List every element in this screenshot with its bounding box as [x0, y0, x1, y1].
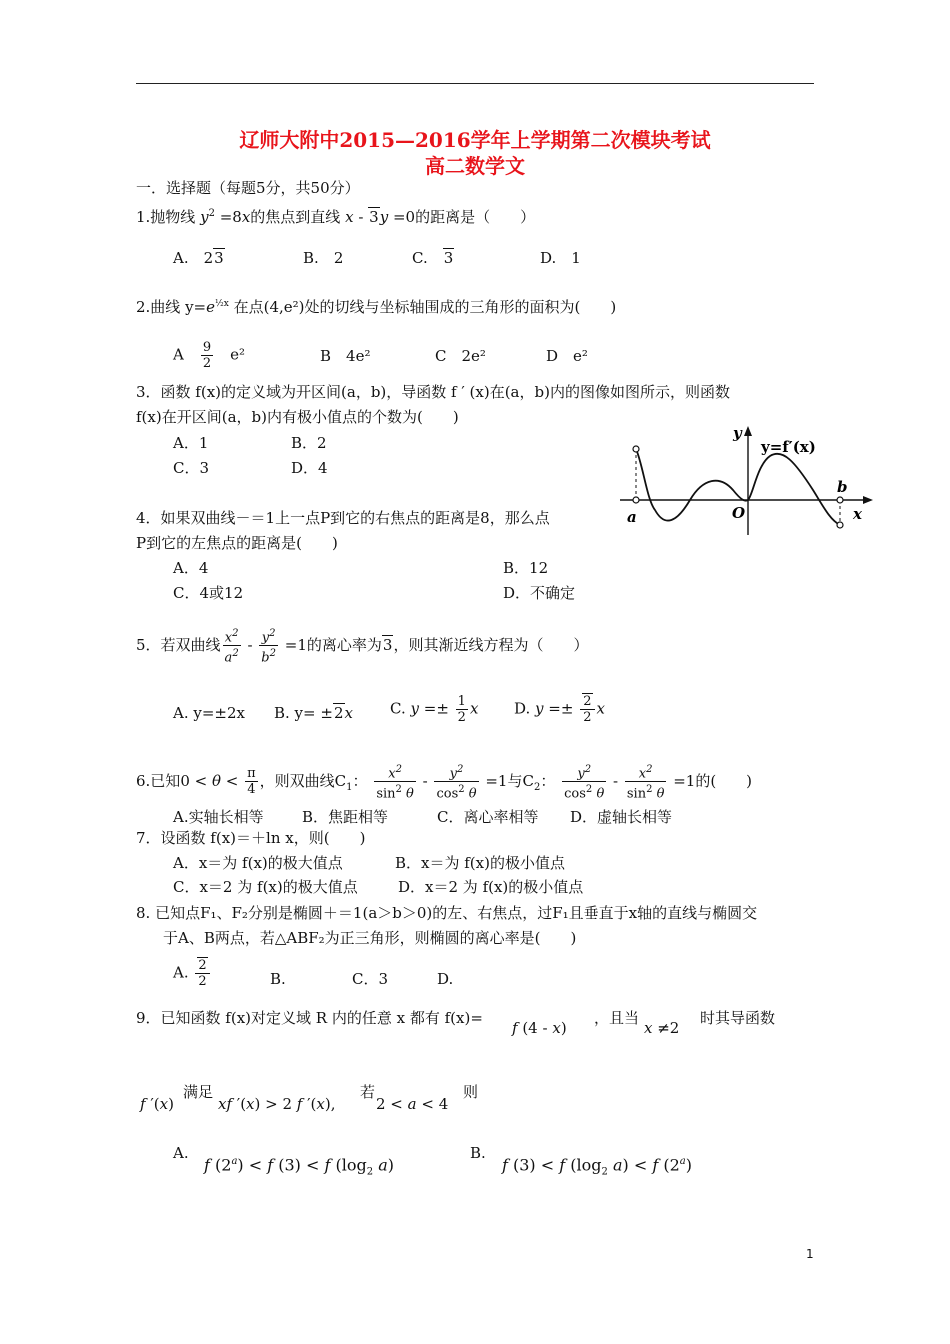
question-6: 6.已知0 < θ < $\frac{\pi}{4}$ ，则双曲线$C_1$： $\frac{x^2}{\sin^2 \theta}$ - $\frac{y^2}{\cos^2 \theta}$ =1与$C_2$： $\frac{y^2}{\cos^2 \theta}$ - $\frac{x^2}{\sin^2 \theta}$ =1的( )	[136, 764, 753, 802]
page-number: 1	[806, 1247, 814, 1261]
question-8-line1: 8. 已知点F₁、F₂分别是椭圆＋＝1(a＞b＞0)的左、右焦点，过F₁且垂直于x轴的直线与椭圆交	[136, 904, 758, 922]
q9-expr-xne2: x ≠2	[644, 1019, 680, 1037]
origin-label: O	[732, 504, 746, 522]
q3-option-d[interactable]: D．4	[291, 459, 328, 477]
y-axis-label: y	[733, 424, 742, 442]
q9-expr-f4mx: f (4 - x)	[512, 1019, 567, 1037]
q2-option-d[interactable]: D e²	[546, 347, 588, 365]
question-4-line1: 4．如果双曲线－＝1上一点P到它的右焦点的距离是8，那么点	[136, 509, 550, 527]
question-3-line2: f(x)在开区间(a，b)内有极小值点的个数为( )	[136, 408, 459, 426]
q7-option-d[interactable]: D．x＝2 为 f(x)的极小值点	[398, 878, 584, 896]
q9-option-a[interactable]: f $(2^a) < f$ (3) < f ($\log_2$ a)	[204, 1155, 394, 1178]
q9-text-derivative: 时其导函数	[700, 1009, 776, 1027]
point-b-label: b	[837, 478, 848, 496]
q2-option-a[interactable]: A $\frac{9}{2}$ e²	[173, 340, 246, 371]
q9-option-b[interactable]: f (3) < f ($\log_2$ a) < f (2$^a$)	[502, 1155, 692, 1178]
q1-option-c[interactable]: C. 3	[412, 249, 454, 267]
q8-option-b[interactable]: B.	[270, 970, 286, 988]
q8-option-a[interactable]: A. $\frac{2}{2}$	[173, 958, 212, 989]
question-7: 7．设函数 f(x)＝＋ln x，则( )	[136, 829, 366, 847]
point-a-label: a	[627, 508, 637, 526]
exam-title: 辽师大附中2015—2016学年上学期第二次模块考试	[239, 128, 711, 152]
question-2: 2.曲线 $y=e^{\frac{1}{2}x}$ 在点(4,e²)处的切线与坐标轴围成的三角形的面积为( )	[136, 298, 617, 316]
q9-expr-inequality: xf ′(x) > 2 f ′(x),	[218, 1095, 336, 1113]
q9-text-then: 则	[463, 1083, 479, 1101]
q3-option-c[interactable]: C．3	[173, 459, 210, 477]
q5-option-d[interactable]: D. y =± $\frac{2}{2}$ x	[514, 694, 605, 725]
q9-text-satisfies: 满足	[183, 1083, 214, 1101]
q1-option-d[interactable]: D. 1	[540, 249, 581, 267]
q4-option-b[interactable]: B．12	[503, 559, 549, 577]
function-label: y=f′(x)	[761, 438, 816, 456]
x-axis-label: x	[853, 505, 862, 523]
q5-option-a[interactable]: A. y=±2x	[173, 704, 245, 722]
y-axis-arrow	[744, 426, 752, 436]
q8-option-d[interactable]: D.	[437, 970, 454, 988]
q1-option-a[interactable]: A. 23	[173, 249, 224, 267]
q9-text-if: 若	[360, 1083, 376, 1101]
q7-option-b[interactable]: B．x＝为 f(x)的极小值点	[395, 854, 565, 872]
q9-option-b-label[interactable]: B.	[470, 1144, 486, 1162]
open-point-b	[837, 497, 843, 503]
q5-option-c[interactable]: C. y =± $\frac{1}{2}$ x	[390, 694, 479, 725]
q2-option-c[interactable]: C 2e²	[435, 347, 486, 365]
q4-option-c[interactable]: C．4或12	[173, 584, 244, 602]
q6-option-b[interactable]: B．焦距相等	[302, 808, 389, 826]
q9-expr-fprime: f ′(x)	[140, 1095, 174, 1113]
open-point-b-bottom	[837, 522, 843, 528]
q7-option-a[interactable]: A．x＝为 f(x)的极大值点	[173, 854, 343, 872]
x-axis-arrow	[863, 496, 873, 504]
open-point-a	[633, 497, 639, 503]
q2-option-b[interactable]: B 4e²	[320, 347, 371, 365]
q3-option-a[interactable]: A．1	[173, 434, 209, 452]
exam-subtitle: 高二数学文	[425, 154, 525, 178]
q9-text-when: ，且当	[594, 1009, 640, 1027]
open-point-a-top	[633, 446, 639, 452]
question-5: 5．若双曲线 $\frac{x^2}{a^2}$ - $\frac{y^2}{b^2}$ =1的离心率为3，则其渐近线方程为（ ）	[136, 628, 589, 666]
question-1: 1.抛物线 $y^2 =8x$的焦点到直线 x - 3y =0的距离是（ ）	[136, 208, 536, 226]
q9-expr-range: 2 < a < 4	[376, 1095, 449, 1113]
q3-option-b[interactable]: B．2	[291, 434, 327, 452]
derivative-graph	[615, 420, 880, 540]
q4-option-a[interactable]: A．4	[173, 559, 209, 577]
q8-option-c[interactable]: C．3	[352, 970, 389, 988]
top-rule	[136, 83, 814, 84]
question-9-line1: 9．已知函数 f(x)对定义域 R 内的任意 x 都有 f(x)=	[136, 1009, 483, 1027]
q1-option-b[interactable]: B. 2	[303, 249, 344, 267]
question-8-line2: 于A、B两点，若△ABF₂为正三角形，则椭圆的离心率是( )	[163, 929, 577, 947]
question-4-line2: P到它的左焦点的距离是( )	[136, 534, 338, 552]
q6-option-d[interactable]: D．虚轴长相等	[570, 808, 673, 826]
q6-option-a[interactable]: A.实轴长相等	[173, 808, 264, 826]
q7-option-c[interactable]: C．x＝2 为 f(x)的极大值点	[173, 878, 358, 896]
q4-option-d[interactable]: D．不确定	[503, 584, 576, 602]
section-heading: 一．选择题（每题5分，共50分）	[136, 179, 360, 197]
q6-option-c[interactable]: C．离心率相等	[437, 808, 539, 826]
q5-option-b[interactable]: B. y= ±2x	[274, 704, 353, 722]
question-3-line1: 3．函数 f(x)的定义域为开区间(a，b)，导函数 f ′ (x)在(a，b)内的图像如图所示，则函数	[136, 383, 730, 401]
q9-option-a-label[interactable]: A.	[173, 1144, 189, 1162]
